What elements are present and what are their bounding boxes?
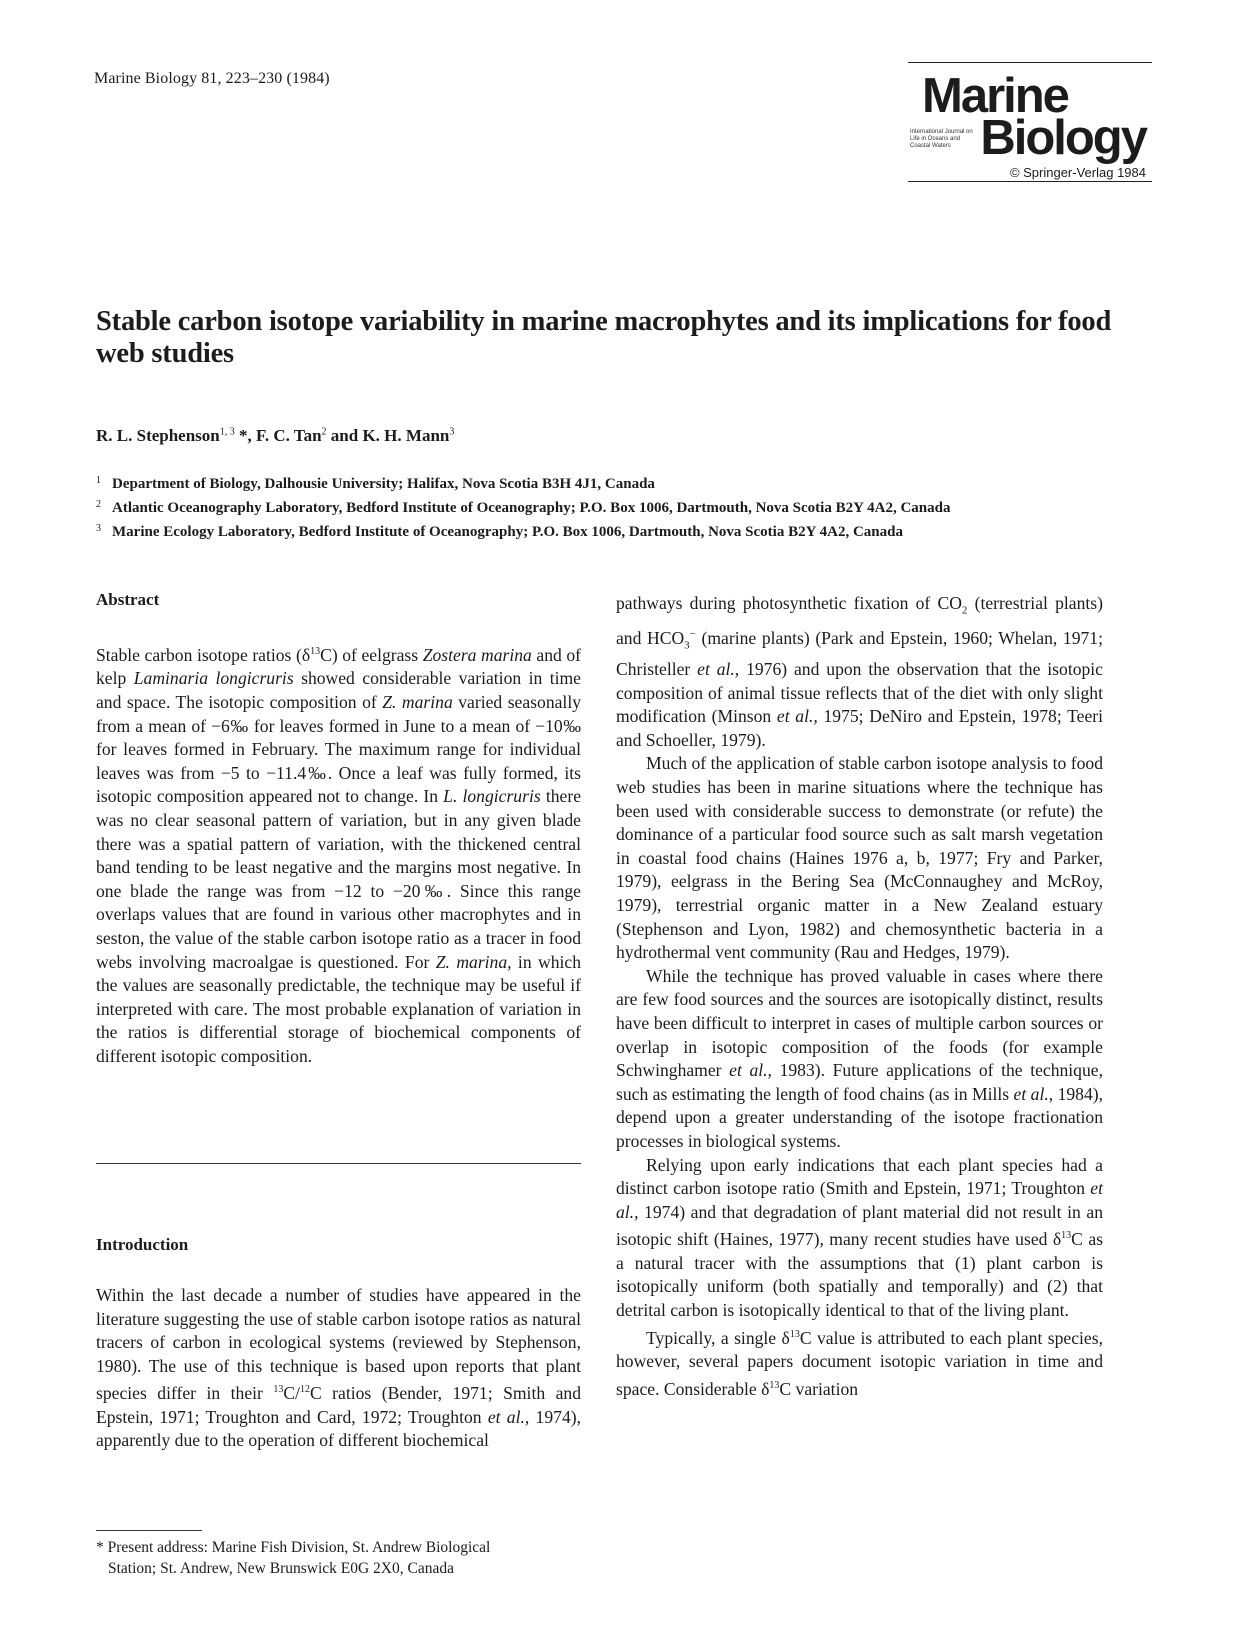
affiliation-number: 2 — [96, 499, 101, 510]
author-list — [96, 426, 454, 446]
article-title: Stable carbon isotope variability in marine macrophytes and its implications for food web studies — [96, 306, 1112, 369]
introduction-paragraph: Within the last decade a number of studies have appeared in the literature suggesting the use of stable carbon isotope ratios as natural tracers of carbon in ecological systems (reviewed by Stephenson, 1980). The use of this technique is based upon reports that plant species differ in their $^{13}$C/$^{12}$C ratios (Bender, 1971; Smith and Epstein, 1971; Troughton and Card, 1972; Troughton et al., 1974), apparently due to the operation of different biochemical — [96, 1285, 582, 1451]
introduction-heading: Introduction — [96, 1235, 189, 1254]
abstract-divider — [96, 1163, 581, 1164]
logo-word-biology: Biology — [980, 111, 1146, 165]
footnote-line: * Present address: Marine Fish Division, St. Andrew Biological — [96, 1539, 491, 1556]
abstract-heading: Abstract — [96, 590, 160, 609]
body-paragraph: While the technique has proved valuable in cases where there are few food sources and the sources are isotopically distinct, results have been difficult to interpret in cases of multiple carbon sources or overlap in isotopic composition of the foods (for example Schwinghamer et al., 1983). Future applications of the technique, such as estimating the length of food chains (as in Mills et al., 1984), depend upon a greater understanding of the isotope fractionation processes in biological systems. — [616, 965, 1104, 1151]
introduction-body — [96, 1284, 581, 1453]
affiliation-mark: 2 — [321, 426, 327, 438]
body-paragraph: Much of the application of stable carbon isotope analysis to food web studies has been in marine situations where the technique has been used with considerable success to demonstrate (or refute) the dominance of a particular food source such as salt marsh vegetation in coastal food chains (Haines 1976 a, b, 1977; Fry and Parker, 1979), eelgrass in the Bering Sea (McConnaughey and McRoy, 1979), terrestrial organic matter in a New Zealand estuary (Stephenson and Lyon, 1982) and chemosynthetic bacteria in a hydrothermal vent community (Rau and Hedges, 1979). — [616, 753, 1103, 963]
corresponding-mark: * — [234, 426, 248, 445]
journal-logo — [908, 62, 1152, 192]
body-paragraph: pathways during photosynthetic fixation of $CO_2$ (terrestrial plants) and $HCO_3^-$ (marine plants) (Park and Epstein, 1960; Whelan, 1971; Christeller et al., 1976) and upon the observation that the isotopic composition of animal tissue reflects that of the diet with only slight modification (Minson et al., 1975; DeNiro and Epstein, 1978; Teeri and Schoeller, 1979). — [616, 593, 1104, 750]
affiliation-mark: 1, 3 — [219, 426, 235, 438]
logo-top-rule — [908, 62, 1152, 63]
copyright-notice: © Springer-Verlag 1984 — [1009, 165, 1146, 180]
affiliation-number: 1 — [96, 475, 101, 486]
affiliation-text: Marine Ecology Laboratory, Bedford Institute of Oceanography; P.O. Box 1006, Dartmouth, Nova Scotia B2Y 4A2, Canada — [112, 524, 903, 540]
affiliation-item — [96, 472, 1156, 496]
body-paragraph: Relying upon early indications that each plant species had a distinct carbon isotope ratio (Smith and Epstein, 1971; Troughton et al., 1974) and that degradation of plant material did not result in an isotopic shift (Haines, 1977), many recent studies have used $\delta^{13}C$ as a natural tracer with the assumptions that (1) plant carbon is isotopically uniform (both spatially and temporally) and (2) that detrital carbon is isotopically identical to that of the living plant. — [616, 1154, 1103, 1320]
abstract-paragraph: Stable carbon isotope ratios $(\delta^{13}C)$ of eelgrass Zostera marina and of kelp Laminaria longicruris showed considerable variation in time and space. The isotopic composition of Z. marina varied seasonally from a mean of −6‰ for leaves formed in June to a mean of −10‰ for leaves formed in February. The maximum range for individual leaves was from −5 to −11.4‰. Once a leaf was fully formed, its isotopic composition appeared not to change. In L. longicruris there was no clear seasonal pattern of variation, but in any given blade there was a spatial pattern of variation, with the thickened central band tending to be least negative and the margins most negative. In one blade the range was from −12 to −20‰. Since this range overlaps values that are found in various other macrophytes and in seston, the value of the stable carbon isotope ratio as a tracer in food webs involving macroalgae is questioned. For Z. marina, in which the values are seasonally predictable, the technique may be useful if interpreted with care. The most probable explanation of variation in the ratios is differential storage of biochemical components of different isotopic composition. — [96, 644, 582, 1066]
affiliation-mark: 3 — [449, 426, 455, 438]
affiliation-list — [96, 472, 1156, 544]
journal-citation: Marine Biology 81, 223–230 (1984) — [94, 70, 330, 87]
footnote-divider — [96, 1530, 202, 1531]
affiliation-item — [96, 520, 1156, 544]
affiliation-text: Department of Biology, Dalhousie University; Halifax, Nova Scotia B3H 4J1, Canada — [112, 476, 655, 492]
footnote — [96, 1537, 596, 1579]
author-name: R. L. Stephenson — [96, 426, 220, 445]
affiliation-text: Atlantic Oceanography Laboratory, Bedford Institute of Oceanography; P.O. Box 1006, Dartmouth, Nova Scotia B2Y 4A2, Canada — [112, 500, 951, 516]
right-column-body — [616, 592, 1103, 1401]
logo-bottom-rule — [908, 181, 1152, 182]
logo-tagline: International Journal on Life in Oceans and Coastal Waters — [910, 129, 973, 149]
body-paragraph: Typically, a single $\delta^{13}C$ value is attributed to each plant species, however, several papers document isotopic variation in time and space. Considerable $\delta^{13}C$ variation — [616, 1327, 1103, 1399]
abstract-body — [96, 640, 581, 1069]
author-name: and K. H. Mann — [326, 426, 450, 445]
affiliation-item — [96, 496, 1156, 520]
footnote-line: Station; St. Andrew, New Brunswick E0G 2X0, Canada — [108, 1560, 454, 1577]
logo-word-marine: Marine — [922, 69, 1068, 123]
affiliation-number: 3 — [96, 523, 101, 534]
author-name: , F. C. Tan — [247, 426, 322, 445]
